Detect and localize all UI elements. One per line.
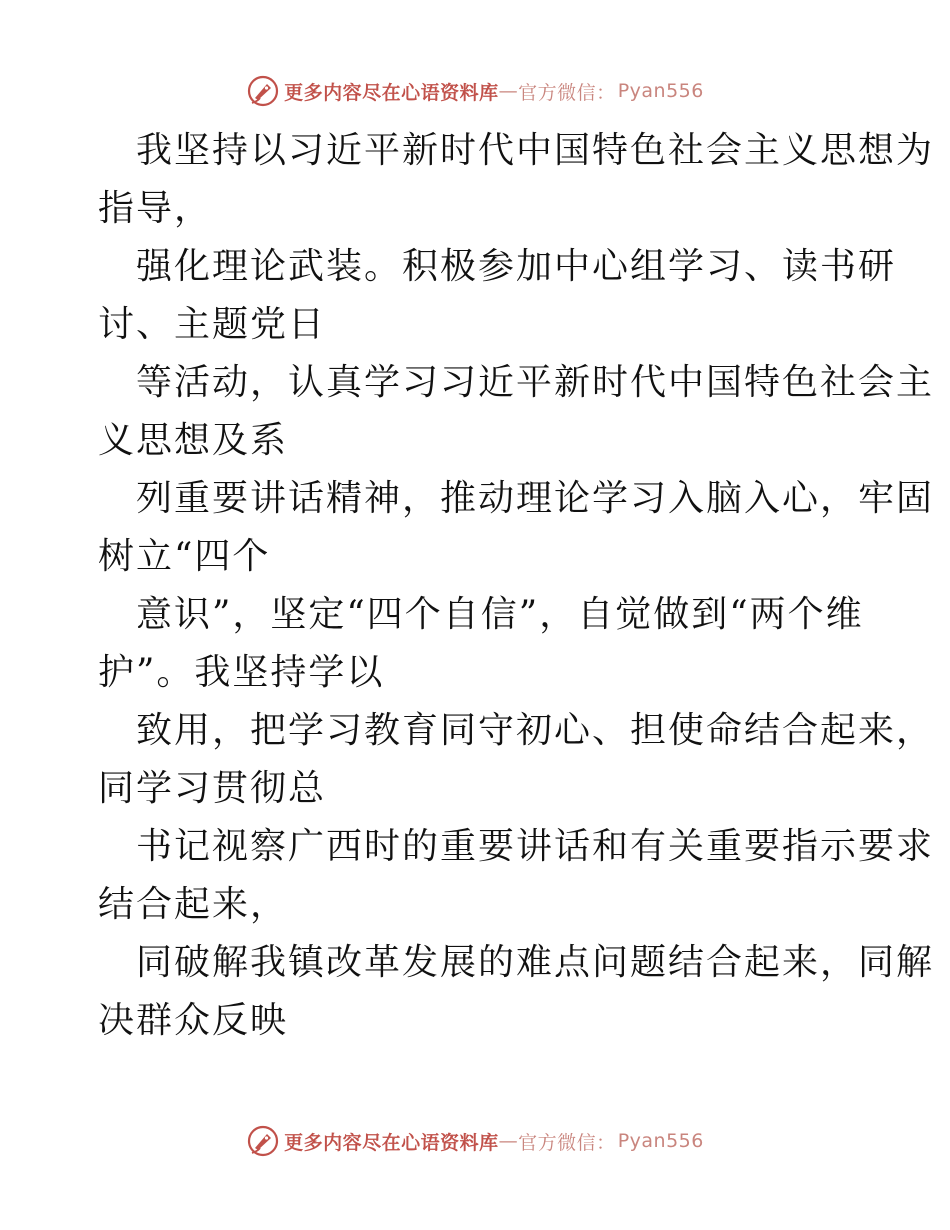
paragraph-1 xyxy=(98,122,935,238)
paragraph-5 xyxy=(98,586,868,702)
paragraph-1-line-1: 我坚持以习近平新时代中国特色社会主义思想为 xyxy=(136,130,935,171)
paragraph-4-line-2: 树立“四个 xyxy=(98,536,271,577)
watermark-wechat-id: Pyan556 xyxy=(617,1130,704,1152)
paragraph-6-line-2: 同学习贯彻总 xyxy=(98,768,327,809)
paragraph-3 xyxy=(98,354,935,470)
pen-nib-logo-icon xyxy=(246,74,280,108)
paragraph-6-line-1: 致用，把学习教育同守初心、担使命结合起来， xyxy=(136,710,935,751)
paragraph-4-line-1: 列重要讲话精神，推动理论学习入脑入心，牢固 xyxy=(136,478,935,519)
paragraph-3-line-2: 义思想及系 xyxy=(98,420,289,461)
paragraph-3-line-1: 等活动，认真学习习近平新时代中国特色社会主 xyxy=(136,362,935,403)
watermark-dash: — xyxy=(498,1130,519,1152)
paragraph-5-line-1: 意识”，坚定“四个自信”，自觉做到“两个维 xyxy=(136,594,864,635)
paragraph-7 xyxy=(98,818,935,934)
paragraph-2-line-2: 讨、主题党日 xyxy=(98,304,327,345)
paragraph-8-line-2: 决群众反映 xyxy=(98,1000,289,1041)
watermark-wechat-id: Pyan556 xyxy=(617,80,704,102)
paragraph-1-line-2: 指导， xyxy=(98,188,213,229)
watermark-wechat-label: 官方微信： xyxy=(518,81,616,104)
pen-nib-logo-icon xyxy=(246,1124,280,1158)
watermark-brand-text: 更多内容尽在心语资料库 xyxy=(284,1131,499,1154)
paragraph-7-line-1: 书记视察广西时的重要讲话和有关重要指示要求 xyxy=(136,826,935,867)
paragraph-8 xyxy=(98,934,935,1050)
paragraph-5-line-2: 护”。我坚持学以 xyxy=(98,652,385,693)
paragraph-7-line-2: 结合起来， xyxy=(98,884,289,925)
watermark-brand-text: 更多内容尽在心语资料库 xyxy=(284,81,499,104)
footer-watermark xyxy=(0,1124,950,1158)
paragraph-6 xyxy=(98,702,935,818)
watermark-dash: — xyxy=(498,80,519,102)
document-body xyxy=(98,122,935,1050)
paragraph-4 xyxy=(98,470,935,586)
paragraph-2-line-1: 强化理论武装。积极参加中心组学习、读书研 xyxy=(136,246,897,287)
watermark-wechat-label: 官方微信： xyxy=(518,1131,616,1154)
header-watermark xyxy=(0,74,950,108)
paragraph-8-line-1: 同破解我镇改革发展的难点问题结合起来，同解 xyxy=(136,942,935,983)
paragraph-2 xyxy=(98,238,897,354)
